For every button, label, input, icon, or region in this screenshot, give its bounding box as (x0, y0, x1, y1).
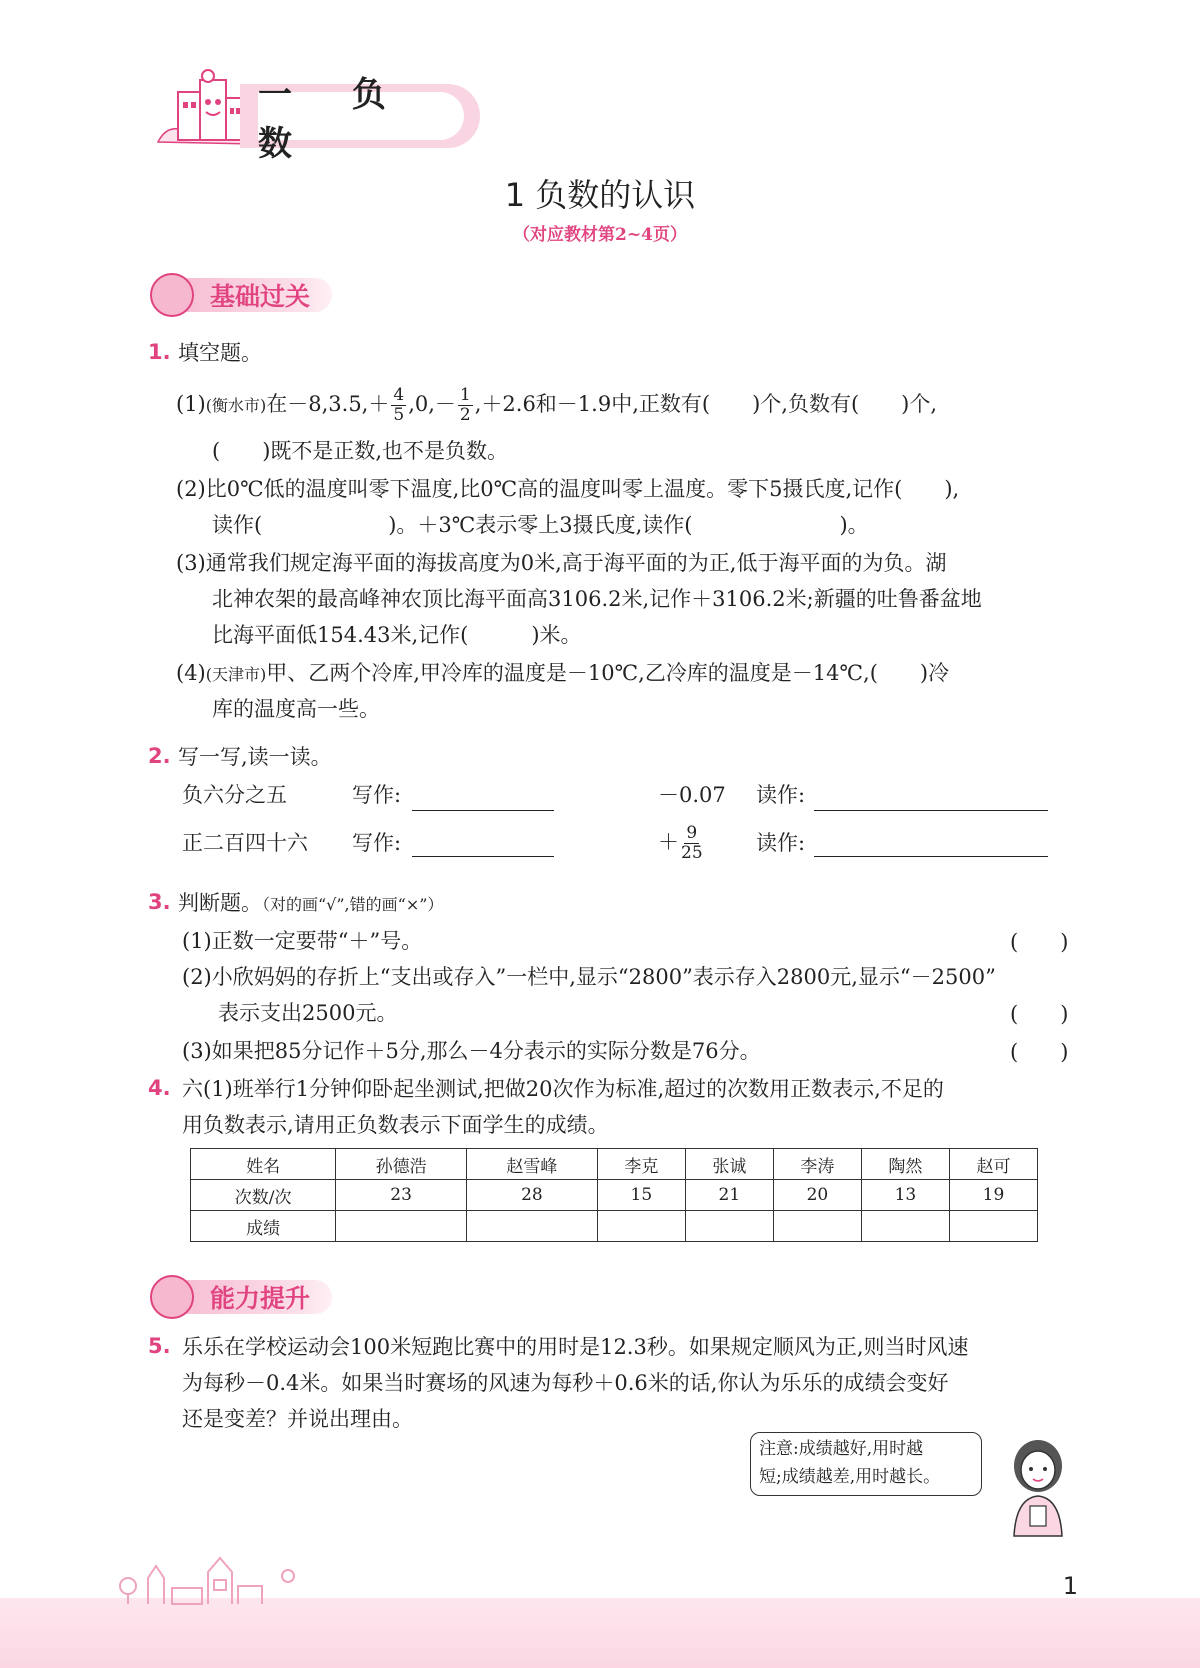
section-basic-label: 基础过关 (164, 278, 332, 312)
page-number: 1 (1062, 1572, 1078, 1600)
table-cell: 赵可 (949, 1149, 1037, 1180)
section-advanced (150, 1278, 332, 1316)
q2-row1-read-label: 读作: (756, 783, 806, 807)
table-cell: 赵雪峰 (467, 1149, 598, 1180)
q3-statement-2-line2: 表示支出2500元。 (218, 1001, 398, 1025)
q1-part4-line1: (4)(天津市)甲、乙两个冷库,甲冷库的温度是－10℃,乙冷库的温度是－14℃,( )冷 (176, 661, 950, 685)
q3-statement-1: (1)正数一定要带“＋”号。 (182, 929, 423, 953)
answer-cell[interactable] (597, 1211, 685, 1242)
question-1-number: 1. (148, 340, 171, 364)
score-table (190, 1148, 1038, 1242)
question-5-line1: 乐乐在学校运动会100米短跑比赛中的用时是12.3秒。如果规定顺风为正,则当时风速 (182, 1335, 969, 1359)
lesson-subtitle: （对应教材第2~4页） (513, 225, 687, 245)
table-cell: 23 (336, 1180, 467, 1211)
question-2-number: 2. (148, 744, 171, 768)
section-advanced-label: 能力提升 (164, 1280, 332, 1314)
answer-cell[interactable] (861, 1211, 949, 1242)
table-cell: 19 (949, 1180, 1037, 1211)
table-cell: 21 (685, 1180, 773, 1211)
table-cell: 李克 (597, 1149, 685, 1180)
table-cell: 陶然 (861, 1149, 949, 1180)
q2-row1-write-blank[interactable] (412, 788, 554, 811)
footer-band (0, 1598, 1200, 1668)
q1-part4-line2: 库的温度高一些。 (212, 697, 380, 721)
answer-cell[interactable] (773, 1211, 861, 1242)
table-row-counts (191, 1180, 1038, 1211)
question-4-line2: 用负数表示,请用正负数表示下面学生的成绩。 (182, 1113, 609, 1137)
q2-row2-term: 正二百四十六 (182, 831, 308, 855)
q2-row1-write-label: 写作: (352, 783, 402, 807)
q1-part3-line1: (3)通常我们规定海平面的海拔高度为0米,高于海平面的为正,低于海平面的为负。湖 (176, 551, 947, 575)
tip-speech-bubble (750, 1432, 982, 1496)
lesson-title: 1 负数的认识 (504, 176, 696, 214)
fraction-9-25: $\frac{9}{25}$ (681, 823, 703, 863)
question-5-line2: 为每秒－0.4米。如果当时赛场的风速为每秒＋0.6米的话,你认为乐乐的成绩会变好 (182, 1371, 949, 1395)
table-row-scores (191, 1211, 1038, 1242)
q1-part2-line2: 读作( )。＋3℃表示零上3摄氏度,读作( )。 (212, 513, 869, 537)
q2-row1-term: 负六分之五 (182, 783, 287, 807)
question-4-number: 4. (148, 1076, 171, 1100)
q3-statement-2-line1: (2)小欣妈妈的存折上“支出或存入”一栏中,显示“2800”表示存入2800元,显示“－2500” (182, 965, 996, 989)
q2-row2-read-label: 读作: (756, 831, 806, 855)
question-2-title: 写一写,读一读。 (178, 745, 332, 769)
q3-answer-1[interactable]: ( ) (1010, 930, 1069, 954)
table-cell: 张诚 (685, 1149, 773, 1180)
chapter-title: 一 负数 (258, 92, 464, 140)
row-label: 次数/次 (191, 1180, 336, 1211)
question-5-number: 5. (148, 1334, 171, 1358)
q2-row2-number: ＋ $\frac{9}{25}$ (658, 823, 703, 863)
question-5-line3: 还是变差？并说出理由。 (182, 1407, 413, 1431)
section-basic (150, 276, 332, 314)
tip-line-2: 短;成绩越差,用时越长。 (759, 1467, 941, 1487)
row-label: 成绩 (191, 1211, 336, 1242)
q2-row2-write-blank[interactable] (412, 834, 554, 857)
section-mascot-icon (150, 1275, 194, 1319)
q3-answer-2[interactable]: ( ) (1010, 1002, 1069, 1026)
q1-part2-line1: (2)比0℃低的温度叫零下温度,比0℃高的温度叫零上温度。零下5摄氏度,记作( ), (176, 477, 960, 501)
section-mascot-icon (150, 273, 194, 317)
q3-answer-3[interactable]: ( ) (1010, 1040, 1069, 1064)
town-decoration-icon (112, 1536, 312, 1606)
tip-line-1: 注意:成绩越好,用时越 (759, 1439, 924, 1459)
row-label: 姓名 (191, 1149, 336, 1180)
answer-cell[interactable] (685, 1211, 773, 1242)
girl-teacher-icon (998, 1436, 1078, 1540)
answer-cell[interactable] (949, 1211, 1037, 1242)
q1-part3-line2: 北神农架的最高峰神农顶比海平面高3106.2米,记作＋3106.2米;新疆的吐鲁番盆地 (212, 587, 982, 611)
table-cell: 28 (467, 1180, 598, 1211)
table-cell: 李涛 (773, 1149, 861, 1180)
question-3-number: 3. (148, 890, 171, 914)
table-row-names (191, 1149, 1038, 1180)
question-4-line1: 六(1)班举行1分钟仰卧起坐测试,把做20次作为标准,超过的次数用正数表示,不足的 (182, 1077, 944, 1101)
answer-cell[interactable] (467, 1211, 598, 1242)
q1-part3-line3: 比海平面低154.43米,记作( )米。 (212, 623, 582, 647)
question-3-title: 判断题。（对的画“√”,错的画“×”） (178, 891, 444, 915)
q3-statement-3: (3)如果把85分记作＋5分,那么－4分表示的实际分数是76分。 (182, 1039, 761, 1063)
q2-row2-read-blank[interactable] (814, 834, 1048, 857)
q2-row1-number: －0.07 (658, 783, 726, 807)
question-1-title: 填空题。 (178, 341, 262, 365)
table-cell: 15 (597, 1180, 685, 1211)
answer-cell[interactable] (336, 1211, 467, 1242)
q2-row1-read-blank[interactable] (814, 788, 1048, 811)
q1-part1-line2: ( )既不是正数,也不是负数。 (212, 439, 509, 463)
fraction-1-2: $\frac{1}{2}$ (459, 385, 471, 425)
q1-part1-line1: (1)(衡水市)在－8,3.5,＋ $\frac{4}{5}$ ,0,－ $\frac{1}{2}$ ,＋2.6和－1.9中,正数有( )个,负数有( )个, (176, 385, 937, 425)
q2-row2-write-label: 写作: (352, 831, 402, 855)
table-cell: 孙德浩 (336, 1149, 467, 1180)
table-cell: 13 (861, 1180, 949, 1211)
table-cell: 20 (773, 1180, 861, 1211)
fraction-4-5: $\frac{4}{5}$ (393, 385, 405, 425)
